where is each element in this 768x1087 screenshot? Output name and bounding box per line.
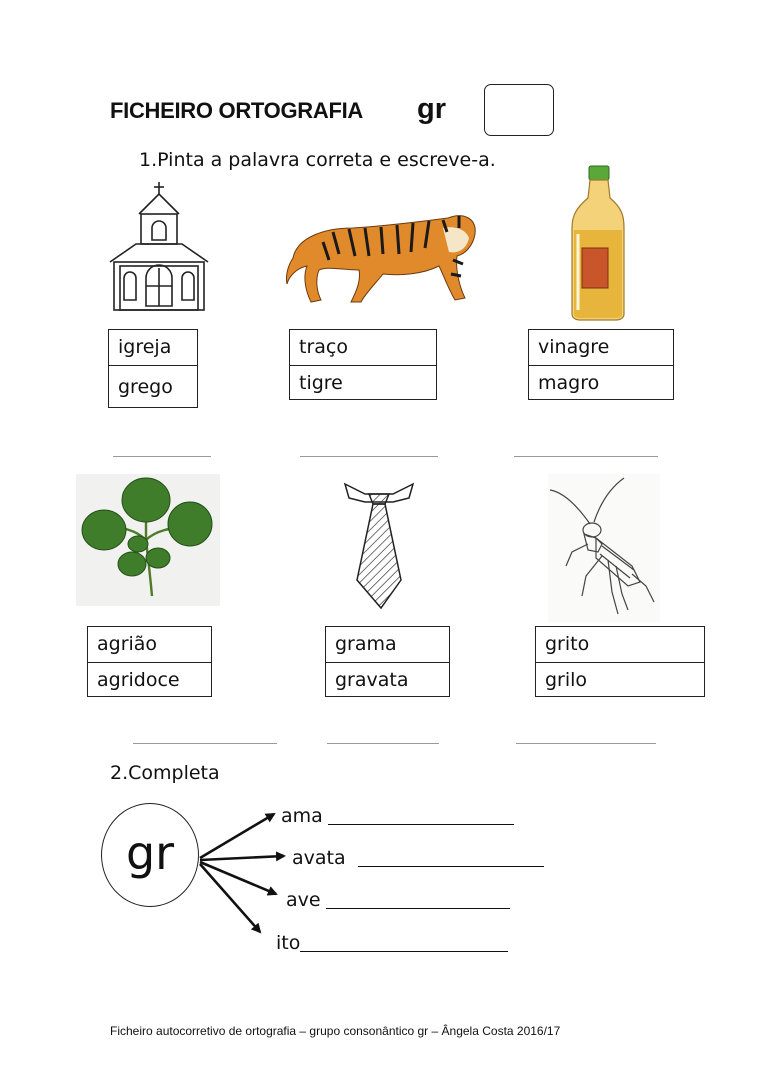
arrow-to-avata [200,856,284,860]
word-option[interactable]: grego [109,365,197,407]
word-option[interactable]: agrião [97,633,158,655]
watercress-icon [76,474,220,606]
worksheet-title: FICHEIRO ORTOGRAFIA [110,98,364,123]
cricket-icon [548,474,660,622]
word-option[interactable]: igreja [118,336,172,358]
word-option[interactable]: magro [529,365,673,400]
fill-line[interactable] [328,824,514,825]
title-consonant-group: gr [417,93,446,125]
word-box-4 [87,626,212,697]
word-box-3 [528,329,674,400]
word-box-5 [325,626,450,697]
center-letters: gr [125,826,175,880]
word-option[interactable]: grama [335,633,397,655]
answer-line[interactable] [133,743,277,744]
tie-icon [343,480,415,610]
bottle-icon [568,164,628,322]
arrows [190,806,290,946]
fill-line[interactable] [300,951,508,952]
word-option[interactable]: grito [545,633,590,655]
fragment-avata: avata [292,847,346,869]
fragment-ave: ave [286,889,321,911]
word-box-2 [289,329,437,400]
score-box[interactable] [484,84,554,136]
answer-line[interactable] [514,456,658,457]
word-option[interactable]: gravata [326,662,449,697]
answer-line[interactable] [300,456,438,457]
fill-line[interactable] [326,908,510,909]
exercise2-heading: 2.Completa [110,762,220,784]
fragment-ito: ito [276,932,301,954]
fragment-ama: ama [281,805,323,827]
word-option[interactable]: agridoce [88,662,211,697]
church-icon [108,182,210,312]
tiger-icon [283,198,481,310]
arrow-to-ama [200,814,274,858]
word-option[interactable]: tigre [290,365,436,400]
answer-line[interactable] [516,743,656,744]
word-option[interactable]: grilo [536,662,704,697]
answer-line[interactable] [327,743,439,744]
word-box-6 [535,626,705,697]
exercise1-instruction: 1.Pinta a palavra correta e escreve-a. [139,149,496,171]
word-option[interactable]: vinagre [538,336,610,358]
footer-note: Ficheiro autocorretivo de ortografia – grupo consonântico gr – Ângela Costa 2016/17 [110,1024,561,1038]
fill-line[interactable] [358,866,544,867]
word-option[interactable]: traço [299,336,348,358]
word-box-1 [108,329,198,408]
answer-line[interactable] [113,456,211,457]
